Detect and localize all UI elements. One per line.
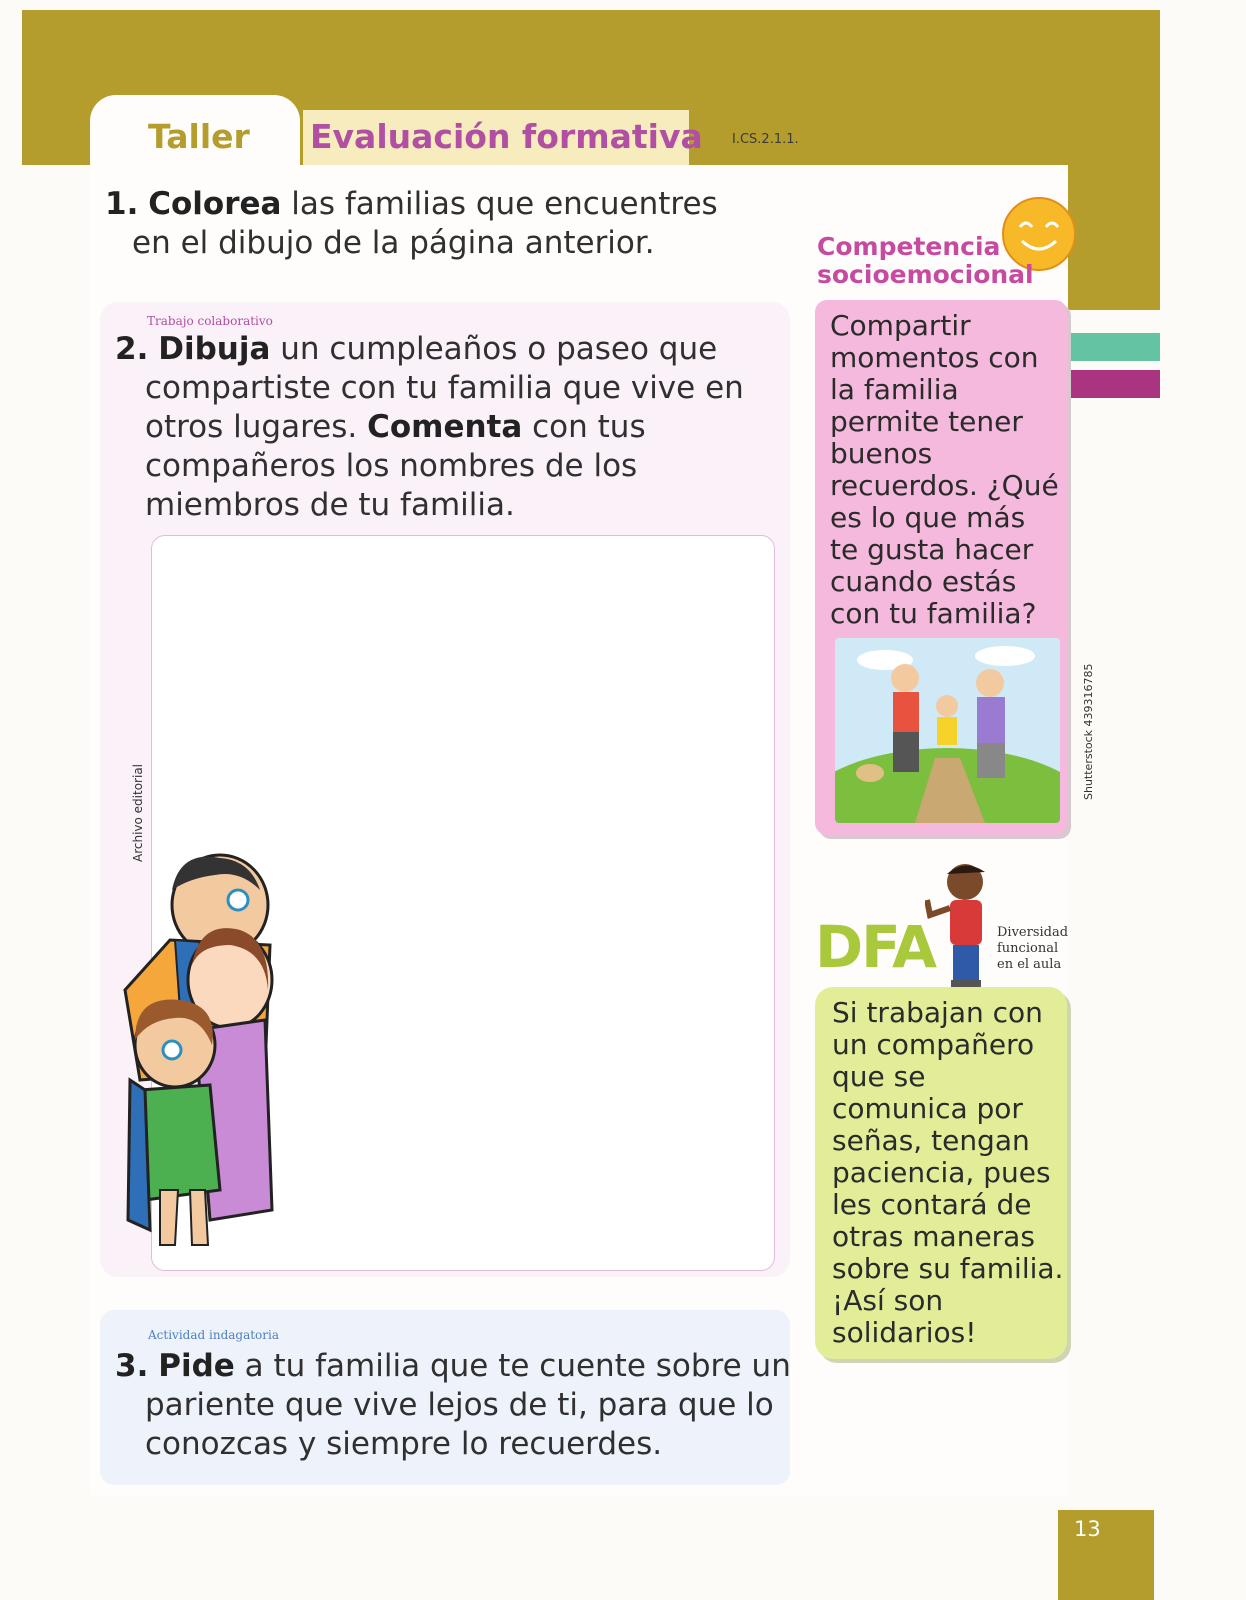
magenta-stripe xyxy=(1067,370,1160,398)
question-1 xyxy=(105,185,745,263)
credit-shutterstock: Shutterstock 439316785 xyxy=(1082,663,1095,800)
question-3-verb: Pide xyxy=(158,1348,235,1384)
question-2-text-b: con tus compañeros los nombres de los miembros de tu familia. xyxy=(145,409,646,523)
question-3-tag: Actividad indagatoria xyxy=(148,1328,280,1342)
question-3-number: 3. xyxy=(115,1348,149,1384)
dfa-label xyxy=(997,925,1068,973)
question-2-tag: Trabajo colaborativo xyxy=(147,314,273,328)
dfa-logo: DFA xyxy=(815,913,935,981)
dfa-label-line3: en el aula xyxy=(997,957,1062,972)
competencia-title xyxy=(817,233,1034,289)
question-3 xyxy=(115,1347,825,1464)
question-2-verb2: Comenta xyxy=(367,409,523,445)
question-2 xyxy=(115,330,765,525)
question-2-number: 2. xyxy=(115,331,149,367)
credit-archivo-editorial: Archivo editorial xyxy=(131,763,145,862)
page-number-block xyxy=(1058,1510,1154,1600)
green-stripe xyxy=(1067,333,1160,361)
curriculum-code: I.CS.2.1.1. xyxy=(732,132,799,147)
tab-taller-label: Taller xyxy=(148,117,250,156)
family-walking-illustration xyxy=(835,638,1060,823)
question-1-number: 1. xyxy=(105,186,139,222)
tab-evaluacion-formativa xyxy=(303,110,703,165)
page-number: 13 xyxy=(1074,1517,1101,1541)
dfa-label-line1: Diversidad xyxy=(997,925,1069,940)
question-2-verb: Dibuja xyxy=(158,331,271,367)
competencia-title-line1: Competencia xyxy=(817,232,1001,261)
competencia-text: Compartir momentos con la familia permite tener buenos recuerdos. ¿Qué es lo que más te gusta hacer cuando estás con tu familia? xyxy=(830,309,1059,630)
question-2-text-a: un cumpleaños o paseo que compartiste con tu familia que vive en otros lugares. xyxy=(145,331,744,445)
question-1-text-line1: las familias que encuentres xyxy=(281,186,718,222)
tab-evaluacion-label: Evaluación formativa xyxy=(310,117,703,156)
family-illustration xyxy=(100,850,280,1260)
tab-taller xyxy=(90,95,300,167)
competencia-title-line2: socioemocional xyxy=(817,260,1034,289)
dfa-text: Si trabajan con un compañero que se comunica por señas, tengan paciencia, pues les contará de otras maneras sobre su familia. ¡Así son solidarios! xyxy=(832,996,1064,1349)
question-1-text-line2: en el dibujo de la página anterior. xyxy=(132,225,655,261)
dfa-label-line2: funcional xyxy=(997,941,1059,956)
right-edge-band xyxy=(1067,160,1160,310)
question-1-verb: Colorea xyxy=(148,186,282,222)
question-3-text: a tu familia que te cuente sobre un pariente que vive lejos de ti, para que lo conozcas y siempre lo recuerdes. xyxy=(145,1348,791,1462)
